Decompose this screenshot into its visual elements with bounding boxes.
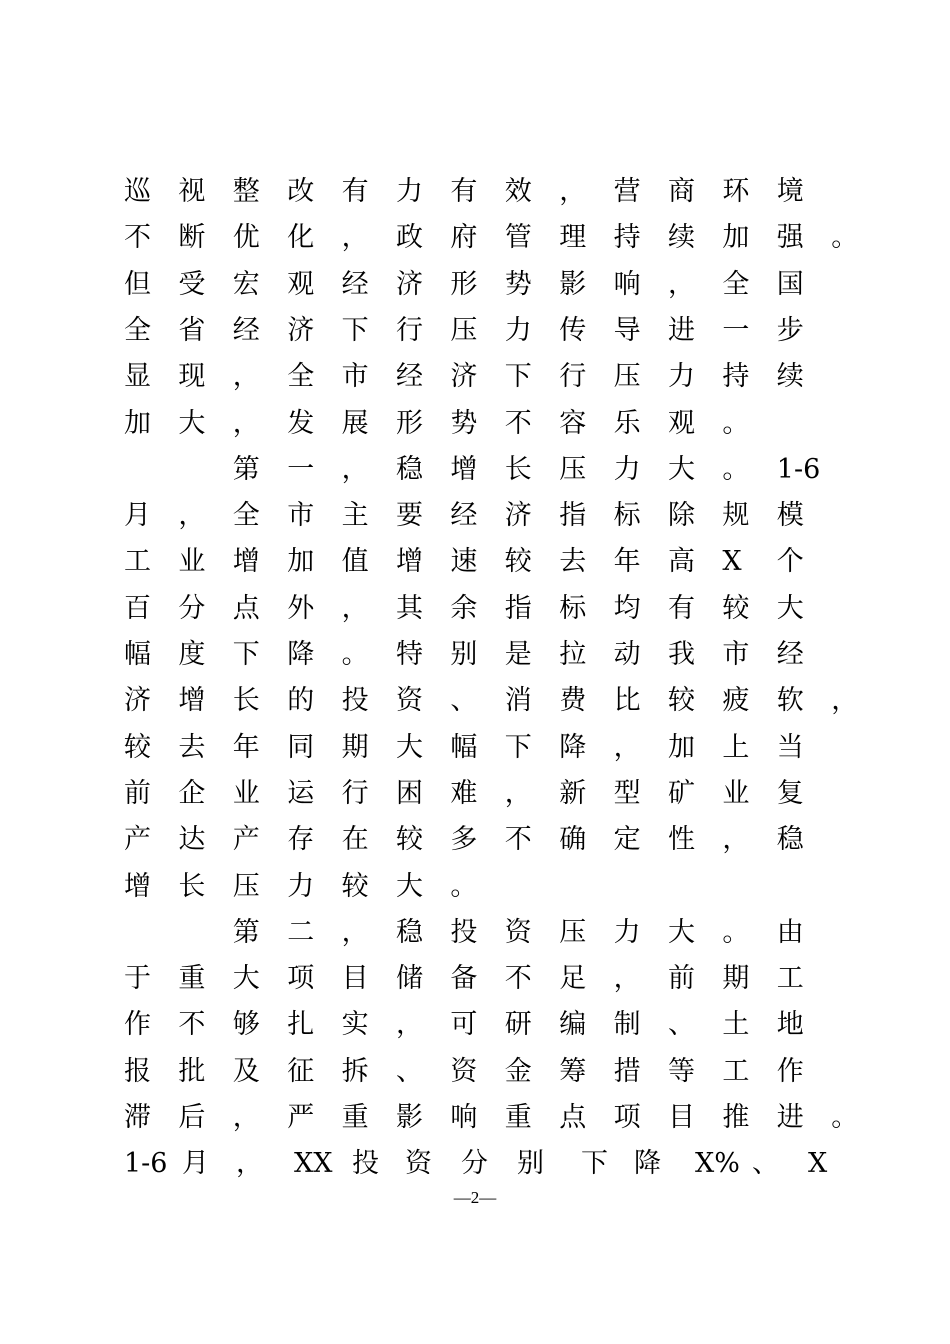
text-char: 困 [396,777,423,809]
text-char: ， [504,777,532,809]
text-char: 导 [613,314,641,346]
text-char: 土 [722,1009,750,1041]
text-char: ， [232,361,260,393]
text-char: 一 [287,453,315,485]
text-char: 当 [776,731,804,763]
text-char: 进 [668,314,695,346]
text-char: 消 [504,685,532,717]
text-char: 大 [396,870,423,902]
text-char: 势 [450,407,478,439]
text-char: 疲 [722,685,750,717]
text-char: 市 [341,361,369,393]
text-char: ， [236,1148,263,1180]
text-char: 营 [613,176,641,207]
text-char: 市 [287,500,315,532]
text-char: 度 [178,639,206,670]
text-char: 增 [124,870,151,902]
text-char: 济 [396,268,423,300]
text-char: 筹 [559,1055,587,1087]
text-char: 压 [450,314,478,346]
text-char: 去 [178,731,206,763]
text-char: 目 [341,963,369,995]
text-char: 加 [668,731,695,763]
text-char: 主 [341,500,369,532]
text-char: 业 [722,777,750,809]
text-char: 去 [559,546,587,578]
text-char: 国 [776,268,804,300]
text-char: 均 [613,592,641,624]
text-char: ， [831,685,859,717]
text-char: 标 [613,500,641,532]
text-char: 优 [232,222,260,254]
text-char: 前 [124,777,151,809]
text-char: 指 [504,592,532,624]
text-char: 。 [831,1102,859,1133]
text-char: 拆 [341,1055,369,1087]
text-char: 同 [287,731,315,763]
text-char: 由 [776,916,804,948]
text-char: 加 [722,222,750,254]
text-char: 步 [776,314,804,346]
text-char: 力 [613,916,641,948]
text-char: 降 [559,731,587,763]
text-char: 及 [232,1055,260,1087]
text-char: XX [294,1148,333,1180]
text-char: 分 [178,592,206,624]
text-char: 值 [341,546,369,578]
text-char: 压 [232,870,260,902]
text-char: 经 [396,361,423,393]
text-char: 、 [752,1148,779,1180]
text-char: 下 [581,1148,608,1180]
text-char: 市 [722,639,750,670]
text-char: 其 [396,592,423,624]
text-char: 、 [668,1009,695,1041]
text-char: 项 [613,1102,641,1133]
text-char: 定 [613,824,641,856]
text-char: 济 [124,685,151,717]
text-char: 实 [341,1009,369,1041]
text-char: 二 [287,916,315,948]
text-char: 第 [232,453,260,485]
text-char: 措 [613,1055,641,1087]
text-char: 理 [559,222,587,254]
text-char: 作 [776,1055,804,1087]
text-char: 业 [178,546,206,578]
text-char: 矿 [668,777,695,809]
text-char: 持 [613,222,641,254]
text-char: 于 [124,963,151,995]
text-char: 幅 [124,639,151,670]
text-char: 特 [396,639,423,670]
text-char: 增 [178,685,206,717]
text-char: 备 [450,963,478,995]
text-char: 大 [776,592,804,624]
text-char: 形 [450,268,478,300]
text-char: 除 [668,500,695,532]
text-char: 目 [668,1102,695,1133]
text-char: 年 [232,731,260,763]
text-char: 。 [831,222,859,254]
text-char: 达 [178,824,206,856]
text-char: 存 [287,824,315,856]
text-char: 压 [559,453,587,485]
text-char: 企 [178,777,206,809]
text-char: 后 [178,1102,206,1133]
text-char: 投 [352,1148,379,1180]
text-char: 储 [396,963,423,995]
text-char: 资 [405,1148,432,1180]
text-char: 境 [776,176,804,207]
text-char: 前 [668,963,695,995]
text-char: 确 [559,824,587,856]
text-char: ， [341,222,369,254]
text-char: 月 [182,1148,209,1180]
text-char: ， [341,453,369,485]
text-char: 研 [504,1009,532,1041]
text-char: 较 [668,685,695,717]
text-char: 济 [504,500,532,532]
text-char: ， [178,500,206,532]
text-char: 发 [287,407,315,439]
text-char: ， [232,1102,260,1133]
text-char: 济 [450,361,478,393]
text-char: 有 [668,592,695,624]
text-char: 现 [178,361,206,393]
text-char: 新 [559,777,587,809]
text-char: 多 [450,824,478,856]
text-char: X% [695,1148,740,1180]
text-char: 断 [178,222,206,254]
text-char: 。 [722,916,750,948]
text-char: ， [396,1009,423,1041]
text-char: 政 [396,222,423,254]
text-char: 项 [287,963,315,995]
text-char: 重 [341,1102,369,1133]
text-char: 行 [559,361,587,393]
text-char: 地 [776,1009,804,1041]
text-char: 全 [722,268,750,300]
text-char: 势 [504,268,532,300]
text-char: 难 [450,777,478,809]
text-char: 续 [776,361,804,393]
text-char: 软 [776,685,804,717]
text-char: 点 [232,592,260,624]
text-char: 标 [559,592,587,624]
text-char: 、 [396,1055,423,1087]
text-char: 下 [504,361,532,393]
text-char: 制 [613,1009,641,1041]
text-char: 业 [232,777,260,809]
text-char: 力 [668,361,695,393]
text-char: 下 [504,731,532,763]
text-char: 大 [668,916,695,948]
text-char: 工 [124,546,151,578]
text-char: 较 [341,870,369,902]
text-char: 期 [722,963,750,995]
text-char: 大 [178,407,206,439]
text-char: 影 [559,268,587,300]
text-char: 加 [287,546,315,578]
text-char: 较 [722,592,750,624]
text-char: 的 [287,685,315,717]
text-char: 进 [776,1102,804,1133]
text-char: 改 [287,176,315,207]
text-char: 速 [450,546,478,578]
text-char: 期 [341,731,369,763]
text-char: 费 [559,685,587,717]
text-char: 视 [178,176,206,207]
text-char: ， [668,268,695,300]
text-char: 强 [776,222,804,254]
text-char: 加 [124,407,151,439]
text-char: 乐 [613,407,641,439]
text-char: ， [613,963,641,995]
text-char: 第 [232,916,260,948]
text-char: 不 [178,1009,206,1041]
text-char: 续 [668,222,695,254]
text-char: 重 [504,1102,532,1133]
text-char: 在 [341,824,369,856]
text-char: 编 [559,1009,587,1041]
text-char: 作 [124,1009,151,1041]
text-char: 行 [396,314,423,346]
text-char: 影 [396,1102,423,1133]
text-char: 一 [722,314,750,346]
text-char: 不 [504,407,532,439]
text-char: 大 [668,453,695,485]
text-char: 滞 [124,1102,151,1133]
text-char: 投 [341,685,369,717]
text-char: 推 [722,1102,750,1133]
text-char: 经 [776,639,804,670]
text-char: 受 [178,268,206,300]
text-char: 稳 [396,916,423,948]
text-char: ， [722,824,750,856]
text-char: 可 [450,1009,478,1041]
text-char: 征 [287,1055,315,1087]
text-char: 上 [722,731,750,763]
text-char: 降 [287,639,315,670]
text-char: 力 [504,314,532,346]
text-char: 省 [178,314,206,346]
text-char: 比 [613,685,641,717]
text-char: 我 [668,639,695,670]
text-char: 。 [722,407,750,439]
text-char: 模 [776,500,804,532]
text-char: 经 [232,314,260,346]
text-char: 济 [287,314,315,346]
text-char: 观 [668,407,695,439]
text-char: 工 [722,1055,750,1087]
text-char: 增 [396,546,423,578]
text-char: X [808,1148,828,1180]
text-char: 报 [124,1055,151,1087]
text-char: 金 [504,1055,532,1087]
text-char: 点 [559,1102,587,1133]
text-char: 百 [124,592,151,624]
text-char: 响 [450,1102,478,1133]
text-char: 长 [504,453,532,485]
text-char: 观 [287,268,315,300]
text-char: 环 [722,176,750,207]
text-char: 批 [178,1055,206,1087]
text-char: 显 [124,361,151,393]
text-char: 传 [559,314,587,346]
text-char: 管 [504,222,532,254]
text-char: ， [613,731,641,763]
text-char: 经 [450,500,478,532]
text-char: 增 [450,453,478,485]
text-char: 效 [504,176,532,207]
text-char: 年 [613,546,641,578]
text-char: 全 [124,314,151,346]
text-char: 要 [396,500,423,532]
text-char: 稳 [776,824,804,856]
text-char: 整 [232,176,260,207]
text-char: 化 [287,222,315,254]
text-char: 下 [232,639,260,670]
text-char: ， [341,916,369,948]
text-char: 月 [124,500,151,532]
text-char: 分 [461,1148,488,1180]
text-char: ， [341,592,369,624]
text-char: 1-6 [776,453,821,485]
text-char: 足 [559,963,587,995]
text-char: 复 [776,777,804,809]
text-char: 。 [341,639,369,670]
text-char: 。 [450,870,478,902]
text-char: 形 [396,407,423,439]
text-char: 宏 [232,268,260,300]
text-char: 重 [178,963,206,995]
text-char: 资 [450,1055,478,1087]
text-char: 性 [668,824,695,856]
text-char: 是 [504,639,532,670]
text-char: 1-6 [124,1148,168,1180]
text-char: 压 [559,916,587,948]
text-char: 容 [559,407,587,439]
text-char: 全 [287,361,315,393]
text-char: 工 [776,963,804,995]
text-char: 投 [450,916,478,948]
text-char: 降 [634,1148,661,1180]
text-char: 高 [668,546,695,578]
text-char: 资 [396,685,423,717]
text-char: 外 [287,592,315,624]
text-char: 较 [124,731,151,763]
text-char: 余 [450,592,478,624]
text-char: 巡 [124,176,151,207]
text-char: 力 [396,176,423,207]
text-char: 全 [232,500,260,532]
text-char: 不 [504,824,532,856]
text-char: 力 [613,453,641,485]
text-char: 展 [341,407,369,439]
text-char: 拉 [559,639,587,670]
text-char: 响 [613,268,641,300]
text-char: 型 [613,777,641,809]
text-char: 别 [450,639,478,670]
text-char: 行 [341,777,369,809]
text-char: 稳 [396,453,423,485]
text-char: 有 [341,176,369,207]
text-char: X [722,546,742,578]
text-char: 等 [668,1055,695,1087]
text-char: 下 [341,314,369,346]
text-char: 扎 [287,1009,315,1041]
text-char: 商 [668,176,695,207]
text-char: 够 [232,1009,260,1041]
text-char: 别 [517,1148,544,1180]
text-char: 动 [613,639,641,670]
text-char: 幅 [450,731,478,763]
text-char: 经 [341,268,369,300]
text-char: 严 [287,1102,315,1133]
text-char: 有 [450,176,478,207]
text-char: 不 [504,963,532,995]
text-char: 增 [232,546,260,578]
text-char: 较 [396,824,423,856]
text-char: 。 [722,453,750,485]
text-char: ， [559,176,587,207]
text-char: 力 [287,870,315,902]
text-char: 运 [287,777,315,809]
text-char: 压 [613,361,641,393]
text-char: 产 [124,824,151,856]
text-char: 长 [178,870,206,902]
text-char: 较 [504,546,532,578]
text-char: 持 [722,361,750,393]
text-char: 但 [124,268,151,300]
text-char: 指 [559,500,587,532]
text-char: 长 [232,685,260,717]
text-char: 大 [232,963,260,995]
text-char: 府 [450,222,478,254]
text-char: 规 [722,500,750,532]
text-char: 产 [232,824,260,856]
text-char: 不 [124,222,151,254]
text-char: 、 [450,685,478,717]
text-char: 大 [396,731,423,763]
text-char: ， [232,407,260,439]
page-number: —2— [453,1188,497,1207]
text-char: 资 [504,916,532,948]
text-char: 个 [776,546,804,578]
